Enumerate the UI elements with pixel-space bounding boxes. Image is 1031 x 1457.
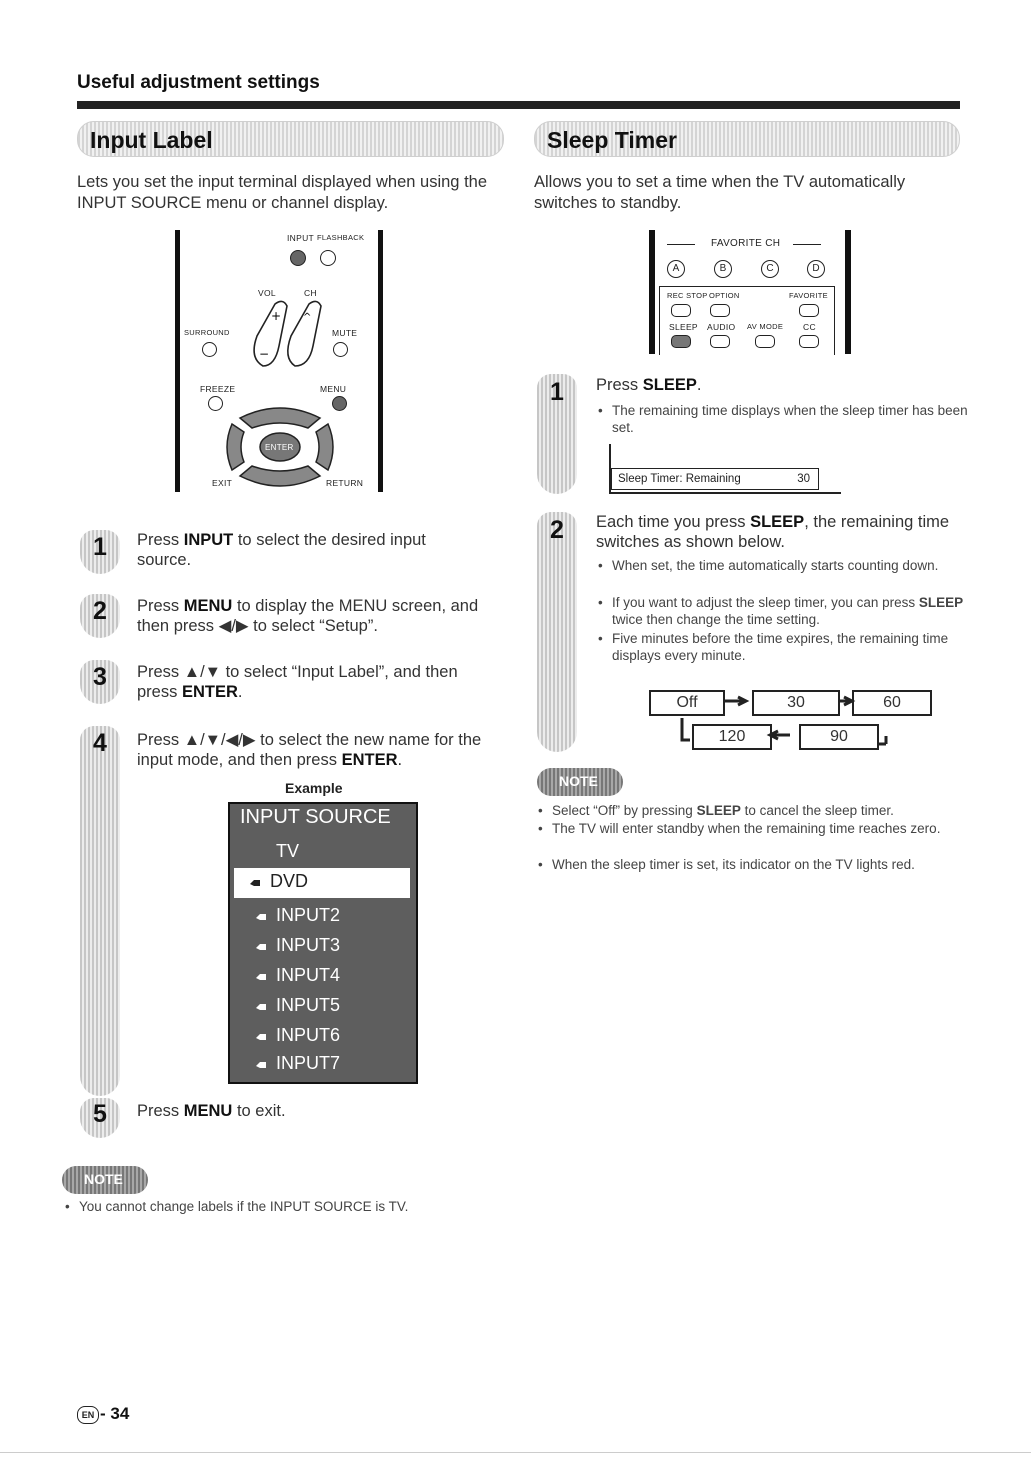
sleep-step-2-bullet-2: • If you want to adjust the sleep timer, you can press SLEEP twice then change the time setting.	[598, 594, 968, 628]
remote-label-sleep: SLEEP	[669, 322, 698, 332]
mute-button	[333, 342, 348, 357]
plug-icon	[244, 970, 270, 982]
remote-control-illustration	[175, 230, 383, 492]
favorite-c-button: C	[761, 260, 779, 278]
plug-icon	[244, 910, 270, 922]
option-button	[710, 304, 730, 317]
surround-button	[202, 342, 217, 357]
language-badge: EN	[77, 1406, 99, 1424]
sleep-step-2-text: Each time you press SLEEP, the remaining time switches as shown below.	[596, 513, 950, 551]
cycle-box-off: Off	[649, 690, 725, 716]
input-label-note-1: • You cannot change labels if the INPUT SOURCE is TV.	[65, 1198, 509, 1215]
sleep-button	[671, 335, 691, 348]
cycle-box-60: 60	[852, 690, 932, 716]
svg-text:^: ^	[303, 312, 312, 323]
step-number-5: 5	[93, 1100, 107, 1128]
favorite-b-button: B	[714, 260, 732, 278]
menu-item-input4[interactable]: INPUT4	[240, 962, 412, 992]
menu-item-input3[interactable]: INPUT3	[240, 932, 412, 962]
sleep-step-number-2: 2	[550, 516, 564, 544]
remote-label-cc: CC	[803, 322, 816, 332]
sleep-step-2-bullet-1: • When set, the time automatically starts counting down.	[598, 557, 968, 574]
remote-label-mute: MUTE	[332, 328, 358, 338]
header-rule	[77, 101, 960, 109]
av-mode-button	[755, 335, 775, 348]
menu-item-input2[interactable]: INPUT2	[240, 902, 412, 932]
input-source-menu	[228, 802, 418, 1084]
favorite-d-button: D	[807, 260, 825, 278]
step-number-2: 2	[93, 597, 107, 625]
input-step-5-text: Press MENU to exit.	[137, 1102, 286, 1120]
step-number-4: 4	[93, 729, 107, 757]
input-step-4-text: Press ▲/▼/◀/▶ to select the new name for the input mode, and then press ENTER.	[137, 731, 482, 769]
remote-label-vol: VOL	[258, 288, 276, 298]
step-number-1: 1	[93, 533, 107, 561]
input-step-3-text: Press ▲/▼ to select “Input Label”, and then press ENTER.	[137, 663, 458, 701]
sleep-timer-banner	[534, 121, 960, 157]
sleep-note-1: • Select “Off” by pressing SLEEP to cancel the sleep timer.	[538, 802, 972, 819]
step-badge-4	[80, 726, 120, 1096]
menu-item-tv[interactable]: TV	[276, 841, 300, 861]
osd-label: Sleep Timer: Remaining	[618, 473, 741, 485]
input-label-intro: Lets you set the input terminal displayed when using the INPUT SOURCE menu or channel display.	[77, 173, 488, 212]
sleep-timer-osd	[611, 468, 819, 490]
remote-label-freeze: FREEZE	[200, 384, 236, 394]
sleep-timer-title: Sleep Timer	[547, 127, 677, 153]
sleep-note-2: • The TV will enter standby when the remaining time reaches zero.	[538, 820, 972, 837]
plug-icon	[244, 1058, 270, 1070]
remote-label-input: INPUT	[287, 233, 314, 243]
remote-label-rec-stop: REC STOP	[667, 291, 708, 300]
svg-text:−: −	[259, 347, 270, 361]
menu-item-input7[interactable]: INPUT7	[240, 1050, 412, 1080]
favorite-button	[799, 304, 819, 317]
cycle-box-90: 90	[799, 724, 879, 750]
vol-ch-rockers	[235, 296, 345, 374]
favorite-a-button: A	[667, 260, 685, 278]
plug-icon	[244, 1030, 270, 1042]
osd-underline	[611, 492, 841, 494]
cycle-box-30: 30	[752, 690, 840, 716]
menu-title: INPUT SOURCE	[240, 806, 391, 828]
plug-icon	[244, 1000, 270, 1012]
remote-label-av-mode: AV MODE	[747, 322, 784, 331]
sleep-step-2-bullet-3: • Five minutes before the time expires, the remaining time displays every minute.	[598, 630, 968, 664]
svg-text:+: +	[271, 309, 282, 323]
cycle-arrows	[640, 688, 940, 752]
remote-label-exit: EXIT	[212, 478, 233, 488]
remote-label-flashback: FLASHBACK	[317, 233, 365, 242]
menu-item-input5[interactable]: INPUT5	[240, 992, 412, 1022]
input-label-banner	[77, 121, 504, 157]
remote-label-favorite: FAVORITE	[789, 291, 828, 300]
remote-label-option: OPTION	[709, 291, 740, 300]
input-step-2-text: Press MENU to display the MENU screen, and then press ◀/▶ to select “Setup”.	[137, 597, 479, 635]
sleep-step-number-1: 1	[550, 378, 564, 406]
sleep-timer-note-badge: NOTE	[537, 768, 623, 796]
rec-stop-button	[671, 304, 691, 317]
flashback-button	[320, 250, 336, 266]
cycle-box-120: 120	[692, 724, 772, 750]
remote-label-enter: ENTER	[265, 443, 294, 452]
menu-item-input6[interactable]: INPUT6	[240, 1022, 412, 1052]
step-number-3: 3	[93, 663, 107, 691]
sleep-step-badge-2	[537, 512, 577, 752]
remote-label-audio: AUDIO	[707, 322, 736, 332]
sleep-remote-illustration	[649, 230, 851, 354]
sleep-step-1-text: Press SLEEP.	[596, 376, 702, 394]
sleep-timer-intro: Allows you to set a time when the TV automatically switches to standby.	[534, 173, 906, 212]
input-label-title: Input Label	[90, 127, 213, 153]
remote-label-ch: CH	[304, 288, 317, 298]
remote-label-favorite-ch: FAVORITE CH	[711, 238, 781, 249]
plug-icon	[238, 876, 264, 888]
input-button	[290, 250, 306, 266]
page-header: Useful adjustment settings	[77, 72, 320, 93]
sleep-step-1-bullet-1: • The remaining time displays when the sleep timer has been set.	[598, 402, 968, 436]
input-label-note-badge: NOTE	[62, 1166, 148, 1194]
input-step-1-text: Press INPUT to select the desired input source.	[137, 531, 426, 569]
example-label: Example	[285, 780, 343, 796]
remote-label-surround: SURROUND	[184, 328, 230, 337]
cc-button	[799, 335, 819, 348]
remote-label-return: RETURN	[326, 478, 364, 488]
audio-button	[710, 335, 730, 348]
page-bottom-rule	[0, 1452, 1031, 1453]
sleep-note-3: • When the sleep timer is set, its indicator on the TV lights red.	[538, 856, 972, 873]
menu-item-dvd[interactable]: DVD	[234, 868, 410, 898]
osd-value: 30	[797, 473, 810, 485]
page-number: - 34	[100, 1404, 130, 1423]
remote-label-menu: MENU	[320, 384, 347, 394]
plug-icon	[244, 940, 270, 952]
